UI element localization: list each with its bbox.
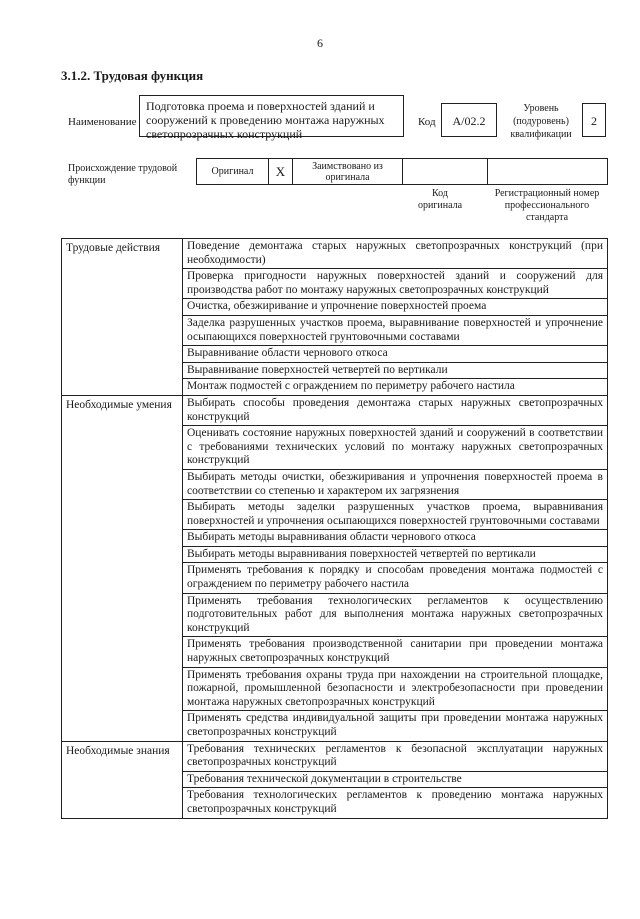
- table-item: Выбирать методы выравнивания поверхностей четвертей по вертикали: [183, 546, 608, 563]
- table-item: Выбирать методы очистки, обезжиривания и упрочнения поверхностей проема в соответствии со степенью и характером их загрязнения: [183, 469, 608, 499]
- section-category: Трудовые действия: [62, 239, 183, 396]
- table-item: Монтаж подмостей с ограждением по периметру рабочего настила: [183, 379, 608, 396]
- table-item: Проверка пригодности наружных поверхностей зданий и сооружений для производства работ по монтажу наружных светопрозрачных конструкций: [183, 269, 608, 299]
- table-item: Выбирать методы выравнивания области чернового откоса: [183, 530, 608, 547]
- table-row: [62, 741, 608, 771]
- origin-code-cell: [403, 159, 488, 184]
- origin-reg-caption: Регистрационный номер профессионального стандарта: [494, 188, 600, 223]
- section-title: 3.1.2. Трудовая функция: [61, 68, 204, 83]
- code-box: A/02.2: [441, 103, 497, 137]
- origin-original-cell: Оригинал: [197, 159, 269, 184]
- function-table: [61, 238, 608, 819]
- table-item: Очистка, обезжиривание и упрочнение поверхностей проема: [183, 299, 608, 316]
- table-item: Применять средства индивидуальной защиты при проведении монтажа наружных светопрозрачных конструкций: [183, 711, 608, 741]
- page-number: 6: [317, 36, 323, 50]
- table-item: Поведение демонтажа старых наружных светопрозрачных конструкций (при необходимости): [183, 239, 608, 269]
- table-row: [62, 395, 608, 425]
- table-item: Оценивать состояние наружных поверхностей зданий и сооружений в соответствии с требованиями технических условий по монтажу наружных светопрозрачных конструкций: [183, 426, 608, 470]
- section-category: Необходимые знания: [62, 741, 183, 818]
- table-item: Требования технических регламентов к безопасной эксплуатации наружных светопрозрачных конструкций: [183, 741, 608, 771]
- function-name-box: Подготовка проема и поверхностей зданий и сооружений к проведению монтажа наружных светопрозрачных конструкций: [139, 95, 404, 137]
- origin-borrowed-cell: Заимствовано из оригинала: [293, 159, 403, 184]
- level-label: Уровень (подуровень) квалификации: [510, 103, 572, 140]
- code-label: Код: [418, 116, 436, 128]
- table-item: Применять требования технологических регламентов к осуществлению подготовительных работ для выполнения монтажа наружных светопрозрачных конструкций: [183, 593, 608, 637]
- table-item: Применять требования к порядку и способам проведения монтажа подмостей с ограждением по периметру рабочего настила: [183, 563, 608, 593]
- section-category: Необходимые умения: [62, 395, 183, 741]
- table-item: Применять требования охраны труда при нахождении на строительной площадке, пожарной, промышленной безопасности и электробезопасности при проведении монтажа наружных светопрозрачных конструкций: [183, 667, 608, 711]
- origin-row: [196, 158, 608, 185]
- table-item: Требования технологических регламентов к проведению монтажа наружных светопрозрачных конструкций: [183, 788, 608, 818]
- table-item: Выбирать способы проведения демонтажа старых наружных светопрозрачных конструкций: [183, 395, 608, 425]
- table-item: Выбирать методы заделки разрушенных участков проема, выравнивания поверхностей и упрочнения осыпающихся поверхностей грунтовочными составами: [183, 500, 608, 530]
- level-box: 2: [582, 103, 606, 137]
- table-row: [62, 239, 608, 269]
- origin-reg-cell: [488, 159, 607, 184]
- table-item: Заделка разрушенных участков проема, выравнивание поверхностей и упрочнение осыпающихся поверхностей грунтовочными составами: [183, 315, 608, 345]
- origin-code-caption: Код оригинала: [417, 188, 463, 211]
- origin-mark-cell: X: [269, 159, 293, 184]
- table-item: Выравнивание поверхностей четвертей по вертикали: [183, 362, 608, 379]
- name-label: Наименование: [68, 116, 137, 128]
- table-item: Требования технической документации в строительстве: [183, 771, 608, 788]
- table-item: Применять требования производственной санитарии при проведении монтажа наружных светопрозрачных конструкций: [183, 637, 608, 667]
- origin-label: Происхождение трудовой функции: [68, 163, 178, 186]
- table-item: Выравнивание области чернового откоса: [183, 346, 608, 363]
